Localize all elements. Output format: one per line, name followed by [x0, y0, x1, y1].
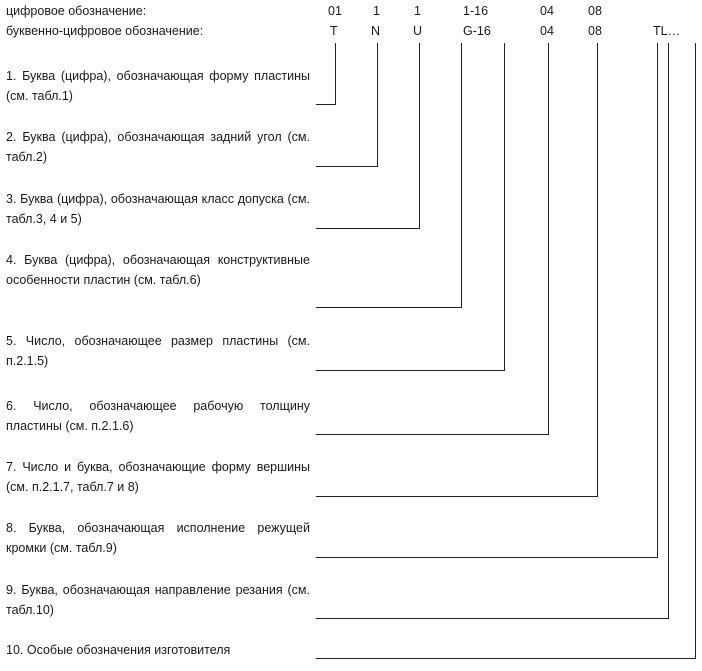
legend-item-1: 1. Буква (цифра), обозначающая форму пластины (см. табл.1) — [6, 69, 310, 103]
numeric-code-6: 08 — [588, 4, 602, 18]
legend-item-4: 4. Буква (цифра), обозначающая конструктивные особенности пластин (см. табл.6) — [6, 253, 310, 287]
legend-item-6: 6. Число, обозначающее рабочую толщину пластины (см. п.2.1.6) — [6, 399, 310, 433]
alnum-code-7: TL… — [653, 24, 681, 38]
legend-item-9: 9. Буква, обозначающая направление резания (см. табл.10) — [6, 583, 310, 617]
alnum-code-5: 04 — [540, 24, 554, 38]
legend-item-5: 5. Число, обозначающее размер пластины (см. п.2.1.5) — [6, 334, 310, 368]
numeric-designation-label: цифровое обозначение: — [6, 4, 147, 18]
numeric-code-1: 01 — [328, 4, 342, 18]
legend-item-2: 2. Буква (цифра), обозначающая задний угол (см. табл.2) — [6, 130, 310, 164]
alnum-code-2: N — [371, 24, 381, 38]
legend-item-7: 7. Число и буква, обозначающие форму вершины (см. п.2.1.7, табл.7 и 8) — [6, 460, 310, 494]
alnum-code-3: U — [413, 24, 423, 38]
legend-item-10: 10. Особые обозначения изготовителя — [6, 643, 231, 657]
alnum-code-1: T — [330, 24, 338, 38]
numeric-code-4: 1-16 — [463, 4, 489, 18]
numeric-code-2: 1 — [373, 4, 380, 18]
numeric-code-5: 04 — [540, 4, 554, 18]
legend-item-3: 3. Буква (цифра), обозначающая класс допуска (см. табл.3, 4 и 5) — [6, 192, 310, 226]
numeric-code-3: 1 — [414, 4, 421, 18]
alnum-code-6: 08 — [588, 24, 602, 38]
alnum-code-4: G-16 — [463, 24, 491, 38]
legend-item-8: 8. Буква, обозначающая исполнение режущей кромки (см. табл.9) — [6, 521, 310, 555]
alnum-designation-label: буквенно-цифровое обозначение: — [6, 24, 204, 38]
